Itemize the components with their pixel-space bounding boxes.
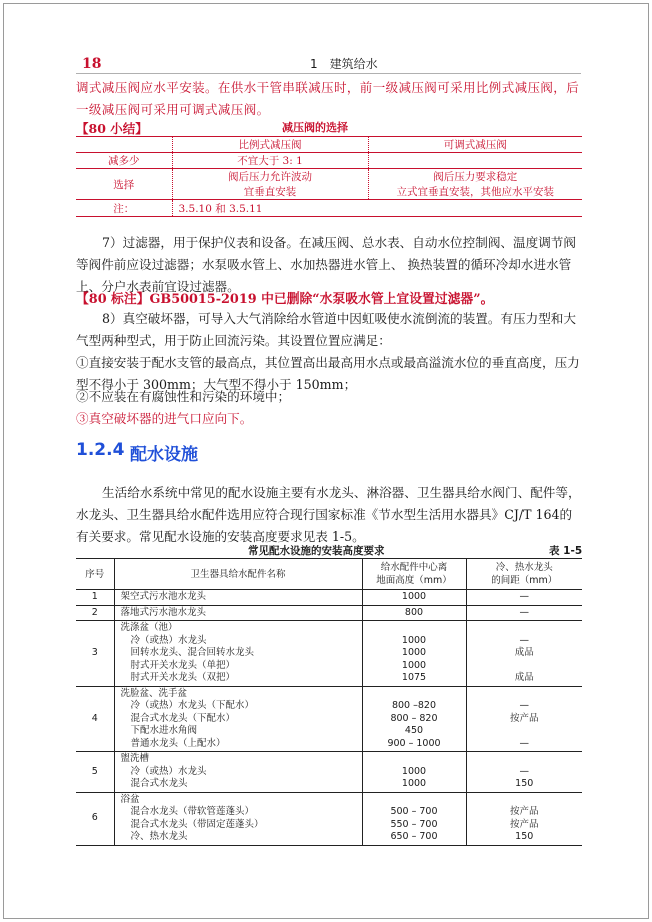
table-row	[76, 605, 582, 621]
spacing-value: —	[519, 737, 529, 749]
spacing-value	[471, 660, 579, 673]
list-item: ②不应装在有腐蚀性和污染的环境中；	[76, 389, 291, 404]
paragraph-vacuum-breaker: 8）真空破坏器，可导入大气消除给水管道中因虹吸使水流倒流的装置。有压力型和大气型两种型式，用于防止回流污染。其设置位置应满足：	[76, 311, 576, 348]
row-number: 5	[76, 752, 114, 793]
row-number: 1	[76, 590, 114, 606]
fitting-cell	[114, 752, 362, 793]
spacing-value: —	[519, 700, 529, 711]
header-rule	[76, 73, 581, 74]
note-cell	[368, 169, 582, 200]
row-number: 3	[76, 621, 114, 687]
note-caption: 减压阀的选择	[282, 121, 348, 134]
fitting-name: 混合式水龙头（带固定莲蓬头）	[130, 818, 264, 830]
section-title: 配水设施	[130, 445, 198, 465]
note-cell	[368, 153, 582, 169]
note-cell	[172, 169, 368, 200]
column-header: 给水配件中心离 地面高度（mm）	[362, 559, 466, 590]
fitting-group: 盥洗槽	[120, 753, 150, 764]
spacing-cell	[466, 605, 582, 621]
column-header: 序号	[76, 559, 114, 590]
note-cell: 3.5.10 和 3.5.11	[172, 200, 582, 217]
height-value: 500 – 700	[390, 806, 438, 817]
fitting-name: 冷（或热）水龙头	[130, 765, 207, 777]
spacing-value: 按产品	[509, 818, 539, 830]
note-line: 立式宜垂直安装，其他应水平安装	[396, 186, 554, 198]
intro-red-text: 调式减压阀应水平安装。在供水干管串联减压时，前一级减压阀可采用比例式减压阀，后一级减压阀可采用可调式减压阀。	[76, 80, 580, 117]
note-heading: 【80 小结】	[76, 121, 148, 136]
note-line: 宜垂直安装	[243, 186, 297, 198]
table-row	[76, 686, 582, 752]
note-header-row	[76, 137, 582, 153]
fitting-name: 冷、热水龙头	[130, 831, 188, 842]
fitting-name: 下配水进水角阀	[130, 725, 198, 736]
fitting-name: 普通水龙头（上配水）	[130, 737, 226, 749]
fitting-name: 回转水龙头、混合回转水龙头	[130, 647, 255, 658]
fitting-name: 架空式污水池水龙头	[120, 591, 207, 602]
height-value: 450	[404, 725, 424, 736]
height-value: 800	[404, 606, 424, 618]
height-value: 550 – 700	[390, 818, 438, 830]
section-number: 1.2.4	[76, 440, 125, 460]
fitting-cell	[114, 605, 362, 621]
note-header-cell: 可调式减压阀	[368, 137, 582, 153]
list-item: ①直接安装于配水支管的最高点，其位置高出最高用水点或最高溢流水位的垂直高度，压力型不得小于 300mm；大气型不得小于 150mm；	[76, 355, 580, 392]
fitting-name: 混合水龙头（带软管莲蓬头）	[130, 806, 255, 817]
fitting-group: 洗涤盆（池）	[120, 622, 178, 633]
height-value: 1000	[401, 634, 427, 646]
fitting-cell	[114, 590, 362, 606]
note-line: 阀后压力允许波动	[228, 171, 312, 183]
height-cell	[362, 686, 466, 752]
fitting-name: 落地式污水池水龙头	[120, 606, 207, 618]
table-header-row	[76, 559, 582, 590]
spacing-value: —	[519, 765, 529, 777]
table-row	[76, 792, 582, 845]
spacing-cell	[466, 792, 582, 845]
height-value: 1000	[401, 591, 427, 602]
spacing-value: 按产品	[509, 806, 539, 817]
fitting-group: 浴盆	[120, 793, 140, 805]
installation-height-table	[76, 558, 582, 846]
note-row	[76, 200, 582, 217]
column-header: 卫生器具给水配件名称	[114, 559, 362, 590]
height-cell	[362, 605, 466, 621]
section-body: 生活给水系统中常见的配水设施主要有水龙头、淋浴器、卫生器具给水阀门、配件等，水龙头、卫生器具给水配件选用应符合现行国家标准《节水型生活用水器具》CJ/T 164的有关要求。常见配水设施的安装高度要求见表 1-5。	[76, 485, 581, 544]
paragraph-filter: 7）过滤器，用于保护仪表和设备。在减压阀、总水表、自动水位控制阀、温度调节阀等阀件前应设过滤器；水泵吸水管上、水加热器进水管上、 换热装置的循环冷却水进水管上、分户水表前宜设过滤器。	[76, 235, 576, 294]
fitting-name: 肘式开关水龙头（单把）	[130, 659, 236, 671]
fitting-name: 混合式水龙头	[130, 778, 188, 789]
spacing-value: 按产品	[509, 712, 539, 724]
fitting-name: 冷（或热）水龙头（下配水）	[130, 700, 255, 711]
note-row-label: 注：	[76, 200, 172, 217]
chapter-title: 1 建筑给水	[310, 57, 378, 71]
spacing-cell	[466, 590, 582, 606]
spacing-cell	[466, 621, 582, 687]
table-number: 表 1-5	[549, 545, 583, 557]
row-number: 4	[76, 686, 114, 752]
note-row	[76, 169, 582, 200]
spacing-value: 成品	[514, 672, 534, 683]
spacing-value: 成品	[514, 647, 534, 658]
row-number: 6	[76, 792, 114, 845]
height-value: 900 – 1000	[387, 737, 441, 749]
column-header: 冷、热水龙头 的间距（mm）	[466, 559, 582, 590]
fitting-name: 混合式水龙头（下配水）	[130, 712, 236, 724]
table-row	[76, 590, 582, 606]
height-value: 1075	[401, 672, 427, 683]
table-row	[76, 621, 582, 687]
table-row	[76, 752, 582, 793]
spacing-value	[471, 725, 579, 738]
note-row-label: 选择	[76, 169, 172, 200]
red-bold-note: 【80 标注】GB50015-2019 中已删除“水泵吸水管上宜设置过滤器”。	[76, 292, 494, 307]
height-value: 800 –820	[391, 700, 437, 711]
page-number: 18	[82, 56, 102, 72]
spacing-cell	[466, 686, 582, 752]
height-value: 1000	[401, 765, 427, 777]
height-value: 650 – 700	[390, 831, 438, 842]
spacing-value: —	[519, 606, 529, 618]
list-item: ③真空破坏器的进气口应向下。	[76, 411, 253, 426]
note-row-label: 减多少	[76, 153, 172, 169]
note-header-cell	[76, 137, 172, 153]
height-cell	[362, 590, 466, 606]
note-line: 阀后压力要求稳定	[433, 171, 518, 183]
height-value: 1000	[401, 647, 427, 658]
row-number: 2	[76, 605, 114, 621]
height-value: 800 – 820	[390, 712, 438, 724]
spacing-value: 150	[515, 831, 534, 842]
fitting-group: 洗脸盆、洗手盆	[120, 687, 188, 699]
spacing-value: —	[519, 634, 529, 646]
height-cell	[362, 752, 466, 793]
table-title: 常见配水设施的安装高度要求	[248, 545, 385, 557]
spacing-value: 150	[515, 778, 534, 789]
note-row	[76, 153, 582, 169]
note-header-cell: 比例式减压阀	[172, 137, 368, 153]
fitting-name: 冷（或热）水龙头	[130, 634, 207, 646]
note-cell: 不宜大于 3: 1	[172, 153, 368, 169]
height-cell	[362, 621, 466, 687]
height-value: 1000	[401, 778, 427, 789]
fitting-cell	[114, 621, 362, 687]
fitting-cell	[114, 792, 362, 845]
spacing-value: —	[519, 591, 529, 602]
height-value: 1000	[401, 659, 427, 671]
height-cell	[362, 792, 466, 845]
note-table	[76, 136, 582, 217]
spacing-cell	[466, 752, 582, 793]
fitting-cell	[114, 686, 362, 752]
fitting-name: 肘式开关水龙头（双把）	[130, 672, 236, 683]
